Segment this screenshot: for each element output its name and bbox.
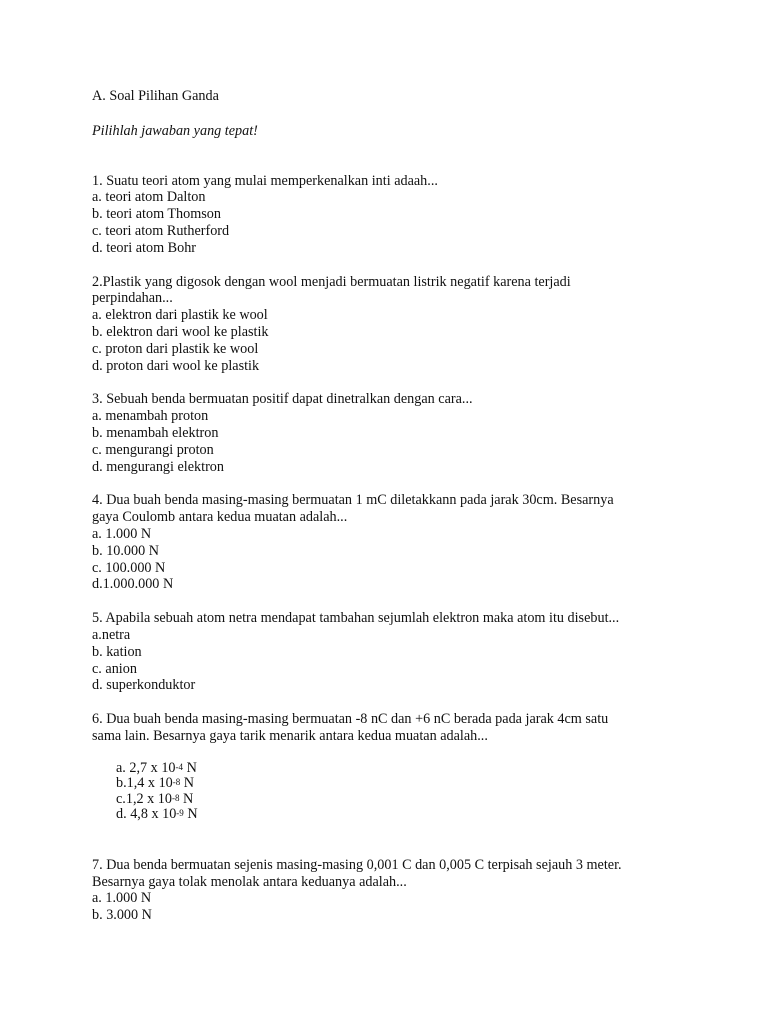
question-3	[92, 391, 692, 475]
question-6-option-a	[116, 761, 692, 777]
question-7-option-a: a. 1.000 N	[92, 890, 152, 907]
question-6-option-d	[116, 807, 692, 823]
question-3-option-d: d. mengurangi elektron	[92, 458, 224, 475]
option-d-unit: N	[183, 806, 198, 823]
question-5-option-a: a.netra	[92, 626, 131, 643]
question-5	[92, 610, 692, 694]
option-d-exponent: -9	[176, 808, 184, 819]
question-5-text: 5. Apabila sebuah atom netra mendapat tambahan sejumlah elektron maka atom itu disebut...	[92, 610, 620, 627]
option-a-unit: N	[183, 759, 197, 776]
question-2-text-line-2: perpindahan...	[92, 290, 173, 307]
question-3-option-b: b. menambah elektron	[92, 424, 219, 441]
question-2-text-line-1: 2.Plastik yang digosok dengan wool menjadi bermuatan listrik negatif karena terjadi	[92, 273, 571, 290]
question-2	[92, 274, 692, 375]
question-4-text-line-1: 4. Dua buah benda masing-masing bermuatan 1 mC diletakkann pada jarak 30cm. Besarnya	[92, 492, 614, 509]
option-b-base: b.1,4 x 10	[116, 775, 173, 792]
option-c-base: c.1,2 x 10	[116, 790, 172, 807]
option-b-unit: N	[180, 775, 195, 792]
option-a-exponent: -4	[175, 761, 184, 772]
question-2-option-d: d. proton dari wool ke plastik	[92, 357, 260, 374]
question-6-text-line-1: 6. Dua buah benda masing-masing bermuatan -8 nC dan +6 nC berada pada jarak 4cm satu	[92, 711, 609, 728]
question-1-option-a: a. teori atom Dalton	[92, 189, 206, 206]
option-b-exponent: -8	[172, 777, 181, 788]
question-5-option-c: c. anion	[92, 660, 137, 677]
option-c-exponent: -8	[171, 792, 180, 803]
question-1	[92, 173, 692, 257]
question-5-option-b: b. kation	[92, 643, 142, 660]
question-4-option-a: a. 1.000 N	[92, 525, 152, 542]
question-4-option-d: d.1.000.000 N	[92, 576, 174, 593]
question-4-option-b: b. 10.000 N	[92, 542, 159, 559]
question-1-option-d: d. teori atom Bohr	[92, 239, 197, 256]
question-6-option-b	[116, 776, 692, 792]
document-page	[92, 88, 692, 941]
option-d-base: d. 4,8 x 10	[116, 806, 177, 823]
question-6	[92, 711, 692, 823]
question-2-option-a: a. elektron dari plastik ke wool	[92, 307, 268, 324]
question-7-text-line-2: Besarnya gaya tolak menolak antara keduanya adalah...	[92, 873, 407, 890]
question-6-text-line-2: sama lain. Besarnya gaya tarik menarik antara kedua muatan adalah...	[92, 727, 488, 744]
option-a-base: a. 2,7 x 10	[116, 759, 176, 776]
instruction-text: Pilihlah jawaban yang tepat!	[92, 122, 258, 139]
question-7-text-line-1: 7. Dua benda bermuatan sejenis masing-masing 0,001 C dan 0,005 C terpisah sejauh 3 meter.	[92, 856, 622, 873]
question-6-option-c	[116, 792, 692, 808]
question-1-option-c: c. teori atom Rutherford	[92, 222, 230, 239]
question-1-option-b: b. teori atom Thomson	[92, 206, 221, 223]
option-c-unit: N	[179, 790, 194, 807]
question-4-option-c: c. 100.000 N	[92, 559, 166, 576]
question-6-options	[116, 761, 692, 823]
question-3-text: 3. Sebuah benda bermuatan positif dapat dinetralkan dengan cara...	[92, 391, 473, 408]
question-2-option-c: c. proton dari plastik ke wool	[92, 340, 259, 357]
question-3-option-c: c. mengurangi proton	[92, 441, 214, 458]
question-4	[92, 492, 692, 593]
question-7-option-b: b. 3.000 N	[92, 907, 152, 924]
question-3-option-a: a. menambah proton	[92, 408, 209, 425]
question-2-option-b: b. elektron dari wool ke plastik	[92, 323, 269, 340]
question-1-text: 1. Suatu teori atom yang mulai memperkenalkan inti adaah...	[92, 172, 438, 189]
question-5-option-d: d. superkonduktor	[92, 677, 196, 694]
section-title: A. Soal Pilihan Ganda	[92, 88, 219, 104]
question-4-text-line-2: gaya Coulomb antara kedua muatan adalah...	[92, 509, 348, 526]
question-7	[92, 857, 692, 924]
